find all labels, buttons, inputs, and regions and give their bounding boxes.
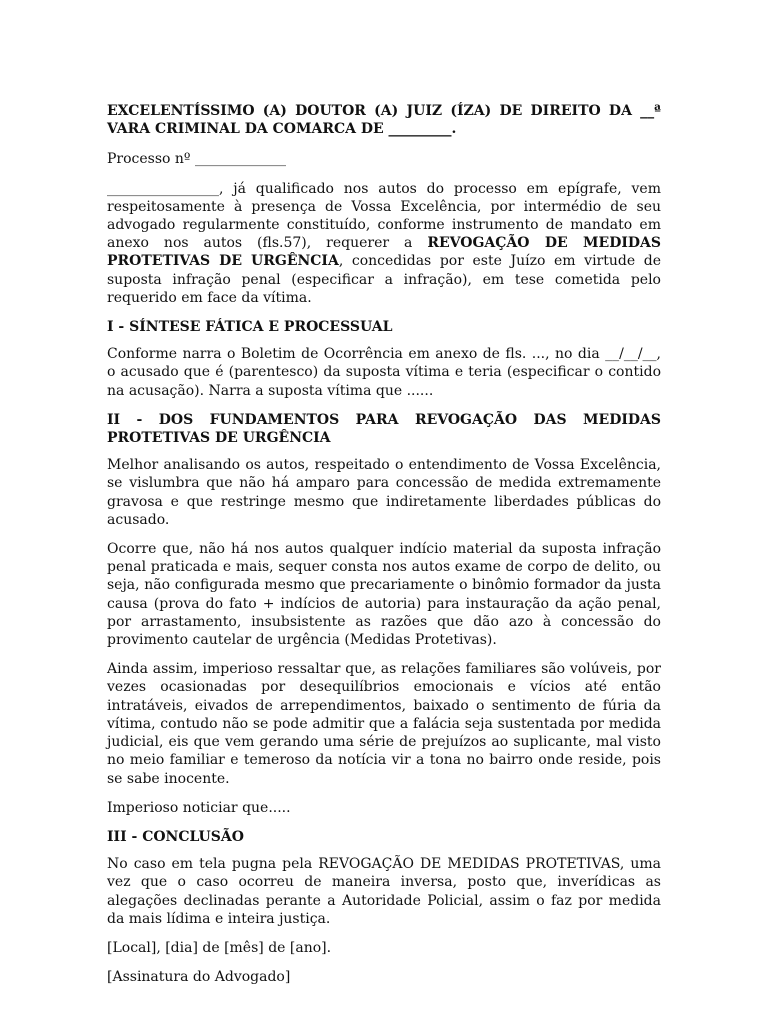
section-title-synthesis: I - SÍNTESE FÁTICA E PROCESSUAL (107, 319, 393, 336)
grounds-paragraph-2: Ocorre que, não há nos autos qualquer indício material da suposta infração penal praticada e mais, sequer consta nos autos exame de corpo de delito, ou seja, não configurada mesmo que precariamente o binômio formador da justa causa (prova do fato + indícios de autoria) para instauração da ação penal, por arrastamento, insubsistente as razões que dão azo à concessão do provimento cautelar de urgência (Medidas Protetivas). (107, 541, 661, 649)
intro-text-end: , concedidas por este Juízo em virtude de suposta infração penal (especificar a infração), em tese cometida pelo requerido em face da vítima. (107, 253, 661, 306)
section-title-conclusion: III - CONCLUSÃO (107, 828, 244, 845)
process-number-line: Processo nº _____________ (107, 151, 286, 168)
grounds-paragraph-4: Imperioso noticiar que..... (107, 799, 291, 816)
signature-line: [Assinatura do Advogado] (107, 969, 291, 986)
intro-text-start: ________________, já qualificado nos autos do processo em epígrafe, vem respeitosamente à presença de Vossa Excelência, por intermédio de seu advogado regularmente constituído, conforme instrumento de mandato em anexo nos autos (fls.57), requerer a (107, 180, 661, 252)
place-date-line: [Local], [dia] de [mês] de [ano]. (107, 939, 332, 956)
petition-heading: EXCELENTÍSSIMO (A) DOUTOR (A) JUIZ (ÍZA) DE DIREITO DA __ª VARA CRIMINAL DA COMARCA DE _________. (107, 103, 661, 138)
grounds-paragraph-3: Ainda assim, imperioso ressaltar que, as relações familiares são volúveis, por vezes ocasionadas por desequilíbrios emocionais e vícios até então intratáveis, eivados de arrependimentos, baixado o sentimento de fúria da vítima, contudo não se pode admitir que a falácia seja sustentada por medida judicial, eis que vem gerando uma série de prejuízos ao suplicante, mal visto no meio familiar e temeroso da notícia vir a tona no bairro onde reside, pois se sabe inocente. (107, 661, 661, 787)
document-page (107, 102, 661, 997)
grounds-paragraph-1: Melhor analisando os autos, respeitado o entendimento de Vossa Excelência, se vislumbra que não há amparo para concessão de medida extremamente gravosa e que restringe mesmo que indiretamente liberdades públicas do acusado. (107, 457, 661, 528)
section-title-grounds: II - DOS FUNDAMENTOS PARA REVOGAÇÃO DAS MEDIDAS PROTETIVAS DE URGÊNCIA (107, 411, 661, 447)
intro-emphasis: REVOGAÇÃO DE MEDIDAS PROTETIVAS DE URGÊNCIA (107, 235, 661, 270)
synthesis-paragraph: Conforme narra o Boletim de Ocorrência em anexo de fls. ..., no dia __/__/__, o acusado que é (parentesco) da suposta vítima e teria (especificar o contido na acusação). Narra a suposta vítima que ...... (107, 346, 661, 399)
intro-paragraph (107, 180, 661, 307)
conclusion-paragraph: No caso em tela pugna pela REVOGAÇÃO DE MEDIDAS PROTETIVAS, uma vez que o caso ocorreu de maneira inversa, posto que, inverídicas as alegações declinadas perante a Autoridade Policial, assim o faz por medida da mais lídima e inteira justiça. (107, 856, 661, 927)
